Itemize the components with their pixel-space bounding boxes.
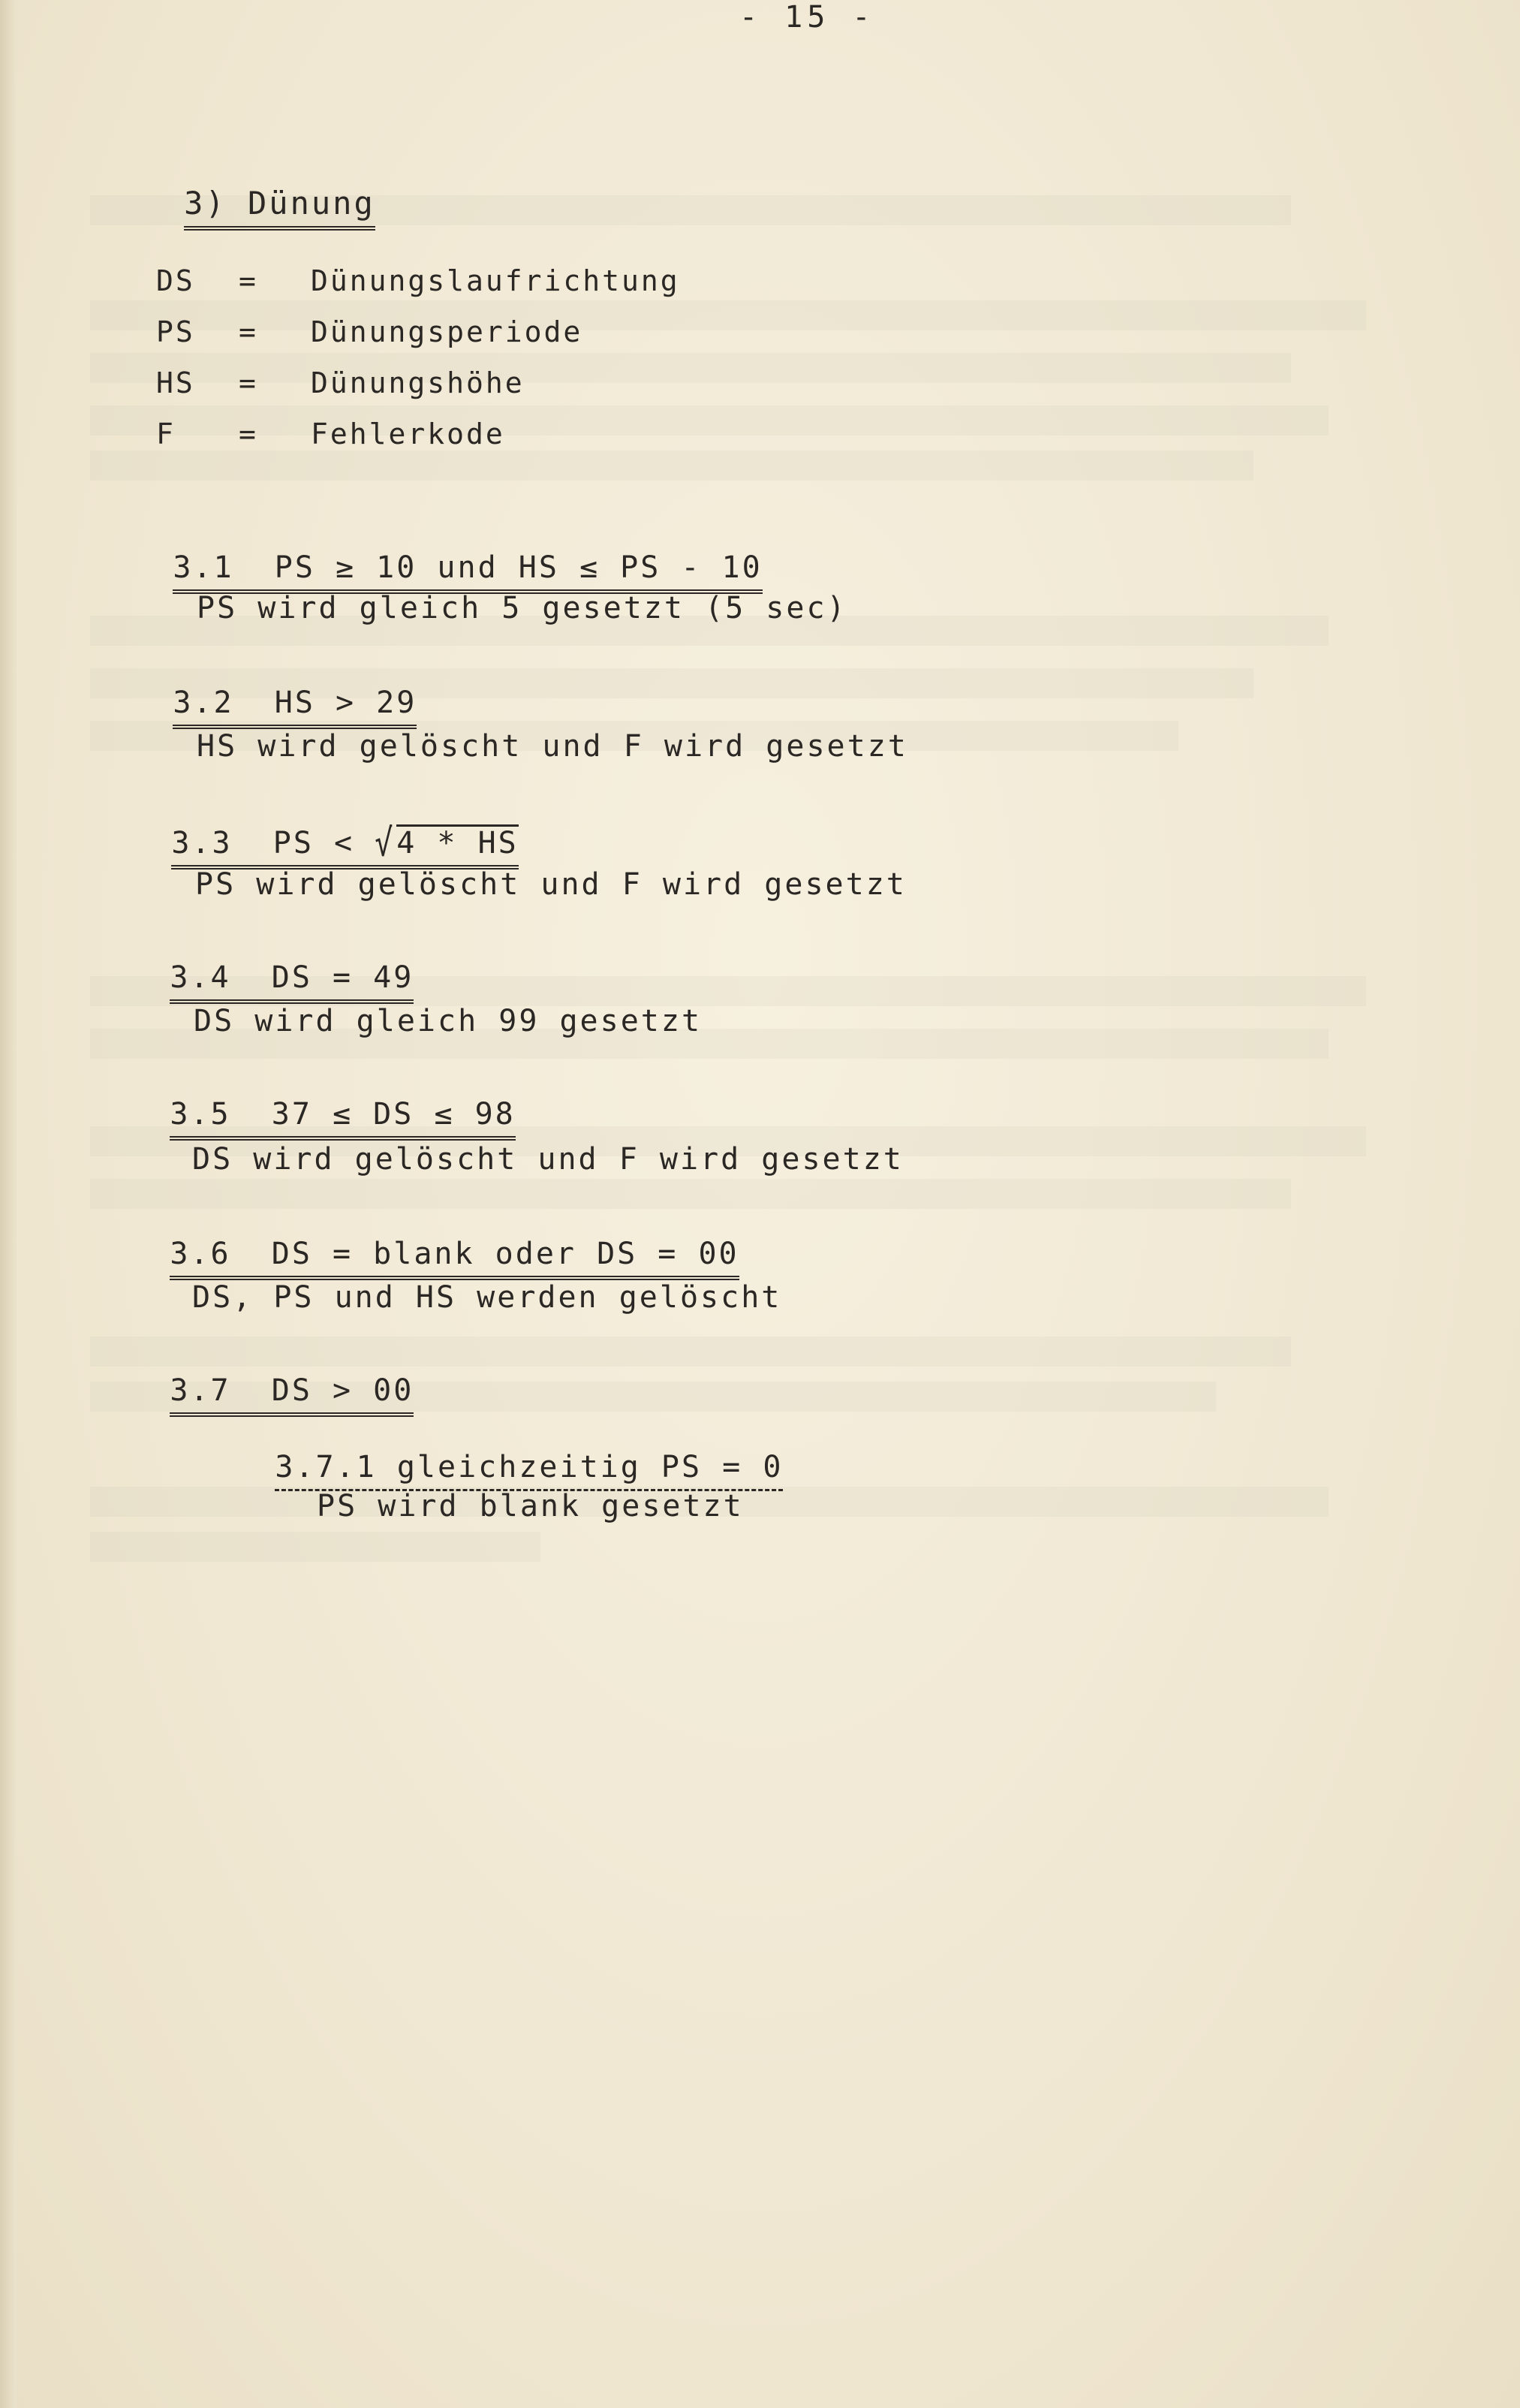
page-number: - 15 - xyxy=(739,0,875,35)
rule-number: 3.6 xyxy=(170,1237,231,1271)
rule-number: 3.4 xyxy=(170,960,231,995)
definition-desc: Dünungsperiode xyxy=(311,315,583,348)
rule-number: 3.2 xyxy=(173,686,234,720)
rule-action: DS, PS und HS werden gelöscht xyxy=(192,1280,782,1315)
definition-desc: Fehlerkode xyxy=(311,417,505,451)
section-title xyxy=(99,156,375,251)
rule-number: 3.1 xyxy=(173,550,234,585)
definition-eq: = xyxy=(239,417,258,451)
definition-row xyxy=(156,417,505,451)
rule-condition: DS > 00 xyxy=(271,1373,414,1408)
rule-number: 3.3 xyxy=(171,826,233,860)
definition-abbr: HS xyxy=(156,366,195,399)
rule-condition: DS = blank oder DS = 00 xyxy=(271,1237,739,1271)
rule-number: 3.7 xyxy=(170,1373,231,1408)
rule-action: DS wird gelöscht und F wird gesetzt xyxy=(192,1142,904,1177)
subrule-number: 3.7.1 xyxy=(275,1450,377,1484)
section-title-text: 3) Dünung xyxy=(184,185,375,231)
definition-abbr: PS xyxy=(156,315,195,348)
definition-eq: = xyxy=(239,366,258,399)
definition-abbr: DS xyxy=(156,264,195,297)
definition-eq: = xyxy=(239,315,258,348)
definition-eq: = xyxy=(239,264,258,297)
rule-condition: DS = 49 xyxy=(271,960,414,995)
definition-row xyxy=(156,315,582,348)
rule-number: 3.5 xyxy=(170,1097,231,1132)
rule-action: PS wird gelöscht und F wird gesetzt xyxy=(195,867,907,902)
rule-condition-prefix: PS < xyxy=(272,826,355,860)
rule-heading-underline xyxy=(170,1097,515,1141)
subrule-heading-underline xyxy=(275,1450,783,1491)
rule-action: DS wird gleich 99 gesetzt xyxy=(194,1004,703,1038)
rule-action: PS wird gleich 5 gesetzt (5 sec) xyxy=(197,591,847,625)
square-root-icon: √ xyxy=(375,821,396,865)
rule-heading-underline xyxy=(173,550,762,594)
definition-desc: Dünungslaufrichtung xyxy=(311,264,680,297)
rule-heading-underline xyxy=(170,1237,739,1280)
subrule-condition: gleichzeitig PS = 0 xyxy=(396,1450,784,1484)
bleed-through-line xyxy=(90,1532,540,1562)
rule-condition: 37 ≤ DS ≤ 98 xyxy=(271,1097,516,1132)
rule-heading-underline xyxy=(170,1373,414,1417)
bleed-through-line xyxy=(90,1179,1291,1209)
definition-abbr: F xyxy=(156,417,176,451)
rule-condition: HS > 29 xyxy=(274,686,417,720)
rule-heading-underline xyxy=(170,960,414,1004)
definition-row xyxy=(156,366,525,399)
rule-condition-radical: 4 * HS xyxy=(396,826,519,860)
subrule-action: PS wird blank gesetzt xyxy=(317,1489,744,1523)
bleed-through-line xyxy=(90,451,1254,481)
page-edge-shadow xyxy=(0,0,17,2408)
rule-condition: PS ≥ 10 und HS ≤ PS - 10 xyxy=(274,550,763,585)
rule-heading-underline xyxy=(173,686,417,729)
definition-desc: Dünungshöhe xyxy=(311,366,525,399)
rule-action: HS wird gelöscht und F wird gesetzt xyxy=(197,729,908,764)
rule-heading-underline xyxy=(171,821,519,869)
definition-row xyxy=(156,264,680,297)
